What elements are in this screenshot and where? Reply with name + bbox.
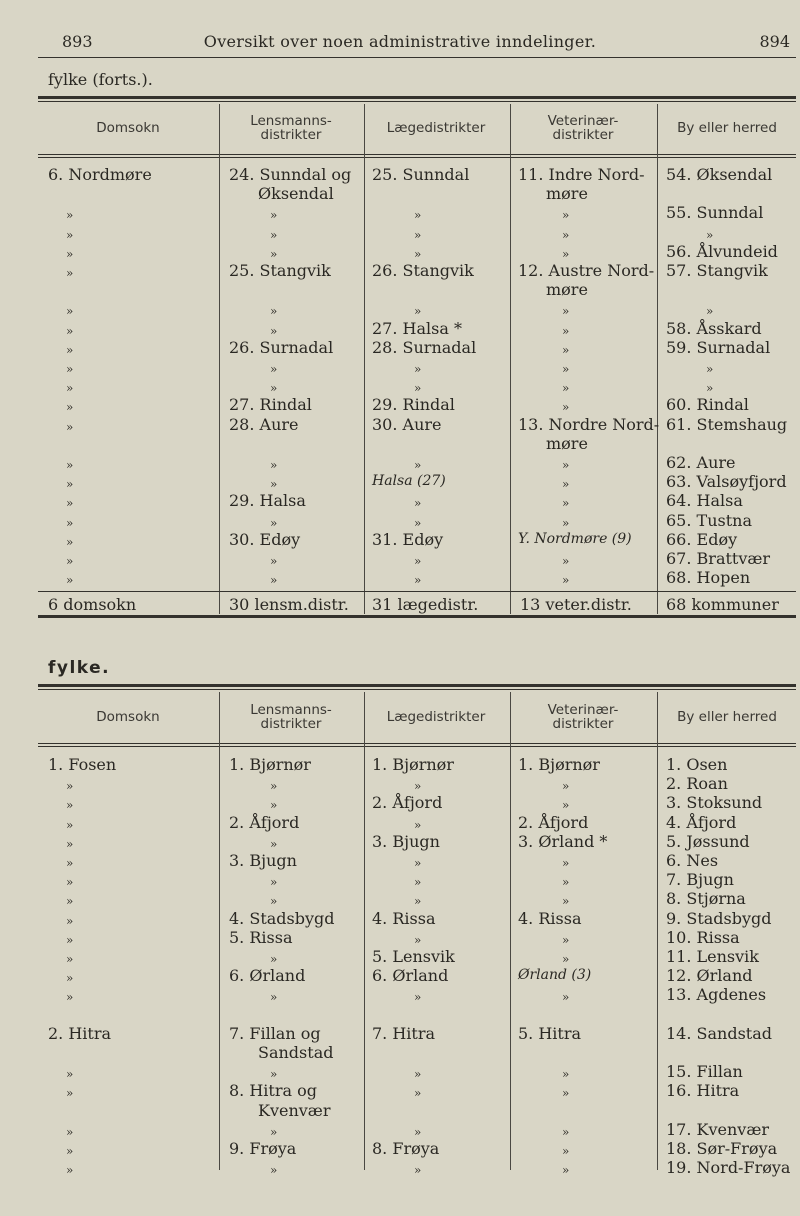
cell-lensmanns: 25. Stangvik <box>229 261 331 280</box>
cell-lensmanns: » <box>270 1163 278 1178</box>
cell-lensmanns: » <box>270 952 278 966</box>
col-by-herred: By eller herred <box>677 709 777 725</box>
cell-veterinaer: » <box>562 875 570 890</box>
cell-herred: 17. Kvenvær <box>666 1119 770 1139</box>
cell-veterinaer: » <box>562 496 570 511</box>
cell-veterinaer: » <box>562 400 570 415</box>
cell-veterinaer: 1. Bjørnør <box>518 755 600 774</box>
cell-veterinaer: » <box>562 246 570 261</box>
cell-veterinaer: 5. Hitra <box>518 1023 582 1043</box>
cell-laege: » <box>414 573 422 588</box>
cell-lensmanns: 27. Rindal <box>229 395 312 415</box>
col-domsokn: Domsokn <box>96 709 160 725</box>
cell-herred: 6. Nes <box>666 851 719 870</box>
cell-domsokn: » <box>66 400 74 415</box>
col-veterinaer: Veterinær- distrikter <box>547 702 619 732</box>
cell-veterinaer: » <box>562 515 570 530</box>
cell-domsokn: » <box>66 381 74 396</box>
col-by-herred: By eller herred <box>677 120 777 136</box>
running-head <box>0 32 800 54</box>
cell-laege: 5. Lensvik <box>372 947 455 966</box>
cell-domsokn: » <box>66 990 74 1005</box>
cell-domsokn: » <box>66 534 74 549</box>
total-kommuner: 68 kommuner <box>666 595 779 614</box>
cell-veterinaer: » <box>562 1086 570 1101</box>
cell-lensmanns: » <box>270 554 278 568</box>
cell-veterinaer: » <box>562 932 570 947</box>
col-veterinaer: Veterinær- distrikter <box>547 113 619 143</box>
cell-domsokn: » <box>66 971 74 986</box>
cell-domsokn: » <box>66 836 74 851</box>
table2-divider-4 <box>657 692 658 1170</box>
cell-laege: 3. Bjugn <box>372 831 440 851</box>
cell-domsokn: » <box>66 266 74 280</box>
cell-herred: 55. Sunndal <box>666 203 764 223</box>
cell-laege: » <box>414 496 422 511</box>
head-rule <box>38 57 796 58</box>
table2-divider-1 <box>219 692 220 1170</box>
cell-herred: 3. Stoksund <box>666 793 763 813</box>
cell-laege: 27. Halsa * <box>372 318 462 338</box>
cell-lensmanns: 8. Hitra og <box>229 1081 317 1101</box>
cell-veterinaer: 4. Rissa <box>518 908 582 928</box>
cell-domsokn: » <box>66 227 74 242</box>
cell-laege: » <box>414 1124 422 1139</box>
cell-veterinaer: 2. Åfjord <box>518 812 589 832</box>
col-laege: Lægedistrikter <box>386 709 486 725</box>
cell-herred: 18. Sør-Frøya <box>666 1139 778 1158</box>
cell-lensmanns: » <box>270 836 278 851</box>
cell-herred: 64. Halsa <box>666 491 743 511</box>
cell-herred: 10. Rissa <box>666 927 740 947</box>
cell-herred: 67. Brattvær <box>666 549 771 568</box>
cell-veterinaer: » <box>562 323 570 338</box>
cell-herred: 62. Aure <box>666 453 736 472</box>
cell-herred: 4. Åfjord <box>666 812 737 832</box>
total-laege: 31 lægedistr. <box>372 595 479 614</box>
cell-laege: » <box>414 1163 422 1178</box>
cell-domsokn: » <box>66 952 74 966</box>
cell-laege: 28. Surnadal <box>372 337 477 357</box>
col-lensmanns: Lensmanns- distrikter <box>250 113 332 143</box>
cell-veterinaer: 3. Ørland * <box>518 831 608 851</box>
cell-herred: 58. Åsskard <box>666 318 762 338</box>
cell-domsokn: » <box>66 913 74 928</box>
cell-herred: 61. Stemshaug <box>666 414 788 434</box>
cell-herred: » <box>706 381 714 396</box>
table2-label: fylke. <box>48 658 111 678</box>
cell-domsokn: » <box>66 1144 74 1158</box>
cell-veterinaer: » <box>562 381 570 396</box>
cell-domsokn: » <box>66 798 74 813</box>
cell-lensmanns: » <box>270 1067 278 1082</box>
cell-veterinaer: » <box>562 554 570 568</box>
cell-domsokn: » <box>66 932 74 947</box>
cell-veterinaer: » <box>562 856 570 870</box>
cell-domsokn: » <box>66 208 74 223</box>
cell-domsokn: » <box>66 1067 74 1082</box>
cell-lensmanns: » <box>270 227 278 242</box>
cell-domsokn: » <box>66 496 74 511</box>
cell-veterinaer: » <box>562 208 570 223</box>
cell-laege: » <box>414 458 422 472</box>
cell-domsokn: » <box>66 817 74 832</box>
table1-top-rule <box>38 96 796 99</box>
table2-top-rule-thin <box>38 689 796 690</box>
cell-lensmanns: Kvenvær <box>258 1100 331 1120</box>
cell-laege: 29. Rindal <box>372 395 455 415</box>
cell-veterinaer: » <box>562 573 570 588</box>
cell-lensmanns: 1. Bjørnør <box>229 755 311 774</box>
cell-lensmanns: » <box>270 990 278 1005</box>
cell-lensmanns: » <box>270 875 278 890</box>
cell-domsokn: » <box>66 342 74 357</box>
cell-veterinaer: » <box>562 477 570 492</box>
cell-herred: 5. Jøssund <box>666 831 750 851</box>
cell-lensmanns: 30. Edøy <box>229 529 301 549</box>
cell-laege: » <box>414 856 422 870</box>
cell-laege: 7. Hitra <box>372 1023 436 1043</box>
cell-veterinaer: » <box>562 779 570 794</box>
cell-laege: » <box>414 932 422 947</box>
cell-herred: 13. Agdenes <box>666 985 767 1005</box>
page-number-left: 893 <box>62 32 93 51</box>
cell-domsokn: » <box>66 573 74 588</box>
table2-header-rule <box>38 743 796 744</box>
cell-laege: 31. Edøy <box>372 529 444 549</box>
cell-lensmanns: » <box>270 362 278 376</box>
cell-lensmanns: 4. Stadsbygd <box>229 908 335 928</box>
cell-lensmanns: » <box>270 323 278 338</box>
table1-divider-2 <box>364 104 365 614</box>
cell-laege: » <box>414 227 422 242</box>
cell-lensmanns: » <box>270 477 278 492</box>
cell-veterinaer: » <box>562 304 570 319</box>
total-veterinaer: 13 veter.distr. <box>520 595 632 614</box>
cell-herred: 12. Ørland <box>666 966 753 986</box>
cell-domsokn: » <box>66 458 74 472</box>
table2-divider-3 <box>510 692 511 1170</box>
cell-laege: » <box>414 208 422 223</box>
cell-veterinaer: » <box>562 952 570 966</box>
cell-herred: 63. Valsøyfjord <box>666 472 787 492</box>
table2-top-rule <box>38 684 796 687</box>
cell-domsokn: » <box>66 246 74 261</box>
page-title: Oversikt over noen administrative inndelinger. <box>203 32 597 51</box>
cell-lensmanns: 7. Fillan og <box>229 1023 321 1043</box>
cell-lensmanns: » <box>270 304 278 319</box>
table2-header <box>38 692 796 742</box>
cell-lensmanns: » <box>270 894 278 909</box>
cell-veterinaer: » <box>562 798 570 813</box>
cell-herred: 66. Edøy <box>666 529 738 549</box>
cell-lensmanns: 29. Halsa <box>229 491 306 511</box>
cell-laege: » <box>414 246 422 261</box>
cell-herred: 19. Nord-Frøya <box>666 1158 791 1178</box>
cell-veterinaer: 11. Indre Nord- <box>518 165 645 184</box>
cell-veterinaer: » <box>562 1124 570 1139</box>
cell-domsokn: » <box>66 554 74 568</box>
col-laege: Lægedistrikter <box>386 120 486 136</box>
cell-laege: » <box>414 304 422 319</box>
cell-laege: 1. Bjørnør <box>372 755 454 774</box>
cell-herred: 8. Stjørna <box>666 889 746 909</box>
cell-veterinaer: » <box>562 362 570 376</box>
cell-laege: » <box>414 362 422 376</box>
cell-lensmanns: » <box>270 1124 278 1139</box>
cell-domsokn: » <box>66 304 74 319</box>
table1-bottom-rule <box>38 615 796 618</box>
cell-veterinaer: møre <box>546 433 588 453</box>
table1-header-rule <box>38 154 796 155</box>
table2-divider-2 <box>364 692 365 1170</box>
cell-laege: 4. Rissa <box>372 908 436 928</box>
cell-domsokn: » <box>66 779 74 794</box>
cell-laege: 6. Ørland <box>372 966 449 986</box>
cell-herred: 1. Osen <box>666 755 728 774</box>
cell-herred: » <box>706 362 714 376</box>
cell-veterinaer: Y. Nordmøre (9) <box>518 530 632 547</box>
cell-domsokn: 1. Fosen <box>48 755 117 774</box>
page-number-right: 894 <box>759 32 790 51</box>
table1-divider-1 <box>219 104 220 614</box>
cell-herred: 7. Bjugn <box>666 870 734 890</box>
cell-domsokn: » <box>66 477 74 492</box>
cell-domsokn: » <box>66 875 74 890</box>
cell-veterinaer: Ørland (3) <box>518 967 592 984</box>
cell-veterinaer: » <box>562 227 570 242</box>
cell-domsokn: 6. Nordmøre <box>48 165 152 184</box>
cell-domsokn: 2. Hitra <box>48 1023 112 1043</box>
cell-veterinaer: » <box>562 1144 570 1158</box>
cell-laege: » <box>414 1067 422 1082</box>
cell-laege: » <box>414 817 422 832</box>
cell-lensmanns: Øksendal <box>258 184 334 204</box>
cell-laege: 26. Stangvik <box>372 261 474 280</box>
cell-lensmanns: 26. Surnadal <box>229 337 334 357</box>
cell-laege: » <box>414 554 422 568</box>
table1-divider-4 <box>657 104 658 614</box>
cell-lensmanns: Sandstad <box>258 1043 334 1062</box>
total-lensmanns: 30 lensm.distr. <box>229 595 349 614</box>
cell-herred: » <box>706 304 714 319</box>
cell-lensmanns: 24. Sunndal og <box>229 165 352 184</box>
cell-domsokn: » <box>66 1124 74 1139</box>
cell-herred: 15. Fillan <box>666 1062 743 1082</box>
cell-lensmanns: 6. Ørland <box>229 966 306 986</box>
cell-domsokn: » <box>66 856 74 870</box>
cell-veterinaer: » <box>562 458 570 472</box>
cell-domsokn: » <box>66 894 74 909</box>
cell-herred: » <box>706 227 714 242</box>
cell-lensmanns: » <box>270 515 278 530</box>
cell-herred: 60. Rindal <box>666 395 749 415</box>
cell-laege: » <box>414 779 422 794</box>
cell-domsokn: » <box>66 1163 74 1178</box>
cell-lensmanns: 2. Åfjord <box>229 812 300 832</box>
cell-veterinaer: » <box>562 990 570 1005</box>
cell-herred: 54. Øksendal <box>666 165 773 184</box>
col-domsokn: Domsokn <box>96 120 160 136</box>
cell-lensmanns: » <box>270 208 278 223</box>
cell-domsokn: » <box>66 1086 74 1101</box>
table2-header-rule-2 <box>38 746 796 747</box>
cell-veterinaer: » <box>562 342 570 357</box>
cell-lensmanns: » <box>270 573 278 588</box>
col-lensmanns: Lensmanns- distrikter <box>250 702 332 732</box>
cell-domsokn: » <box>66 362 74 376</box>
cell-laege: Halsa (27) <box>372 473 446 490</box>
cell-lensmanns: 28. Aure <box>229 414 299 434</box>
cell-herred: 9. Stadsbygd <box>666 908 772 928</box>
cell-domsokn: » <box>66 419 74 434</box>
total-domsokn: 6 domsokn <box>48 595 137 614</box>
cell-laege: » <box>414 990 422 1005</box>
cell-herred: 2. Roan <box>666 774 728 794</box>
table1-totals-rule <box>38 591 796 592</box>
cell-laege: 8. Frøya <box>372 1139 440 1158</box>
cell-laege: » <box>414 1086 422 1101</box>
cell-laege: 2. Åfjord <box>372 793 443 813</box>
cell-lensmanns: 3. Bjugn <box>229 851 297 870</box>
cell-veterinaer: møre <box>546 184 588 204</box>
cell-laege: 30. Aure <box>372 414 442 434</box>
cell-veterinaer: » <box>562 894 570 909</box>
cell-lensmanns: » <box>270 458 278 472</box>
cell-domsokn: » <box>66 323 74 338</box>
cell-laege: 25. Sunndal <box>372 165 470 184</box>
cell-herred: 65. Tustna <box>666 510 752 530</box>
cell-herred: 16. Hitra <box>666 1081 740 1101</box>
cell-herred: 14. Sandstad <box>666 1023 772 1043</box>
table1-header-rule-2 <box>38 157 796 158</box>
cell-herred: 57. Stangvik <box>666 261 768 280</box>
cell-lensmanns: 5. Rissa <box>229 927 293 947</box>
cell-herred: 56. Ålvundeid <box>666 241 778 261</box>
cell-lensmanns: » <box>270 798 278 813</box>
cell-veterinaer: 13. Nordre Nord- <box>518 414 660 434</box>
cell-laege: » <box>414 894 422 909</box>
cell-herred: 68. Hopen <box>666 568 751 588</box>
cell-lensmanns: » <box>270 381 278 396</box>
cell-herred: 11. Lensvik <box>666 947 759 966</box>
table1-header <box>38 104 796 152</box>
cell-laege: » <box>414 381 422 396</box>
cell-veterinaer: » <box>562 1067 570 1082</box>
table1-top-rule-thin <box>38 101 796 102</box>
cell-lensmanns: » <box>270 246 278 261</box>
cell-herred: 59. Surnadal <box>666 337 771 357</box>
table1-divider-3 <box>510 104 511 614</box>
cell-lensmanns: » <box>270 779 278 794</box>
cell-lensmanns: 9. Frøya <box>229 1139 297 1158</box>
cell-veterinaer: 12. Austre Nord- <box>518 261 655 280</box>
table1-label: fylke (forts.). <box>48 70 153 89</box>
cell-domsokn: » <box>66 515 74 530</box>
cell-laege: » <box>414 875 422 890</box>
cell-laege: » <box>414 515 422 530</box>
cell-veterinaer: møre <box>546 280 588 300</box>
cell-veterinaer: » <box>562 1163 570 1178</box>
